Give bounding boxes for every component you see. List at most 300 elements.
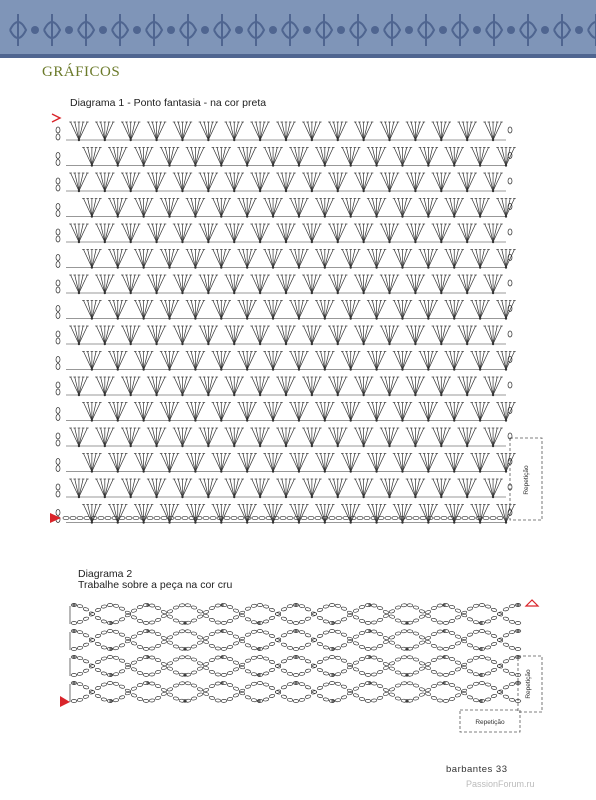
fan-stitch bbox=[393, 403, 412, 422]
fan-stitch bbox=[108, 403, 127, 422]
magazine-name: barbantes bbox=[446, 764, 493, 775]
fan-stitch bbox=[199, 479, 218, 498]
fan-stitch bbox=[406, 275, 425, 294]
fan-stitch bbox=[432, 326, 451, 345]
diagram1-row bbox=[56, 428, 512, 447]
fan-stitch bbox=[263, 199, 282, 218]
fan-stitch bbox=[69, 326, 88, 345]
fan-stitch bbox=[225, 377, 244, 396]
diagram1-row bbox=[56, 352, 516, 371]
diagram1-row bbox=[56, 301, 516, 320]
fan-stitch bbox=[302, 122, 321, 141]
fan-stitch bbox=[263, 505, 282, 524]
fan-stitch bbox=[496, 505, 515, 524]
fan-stitch bbox=[173, 275, 192, 294]
fan-stitch bbox=[147, 173, 166, 192]
diagram2-repeat-label-vertical: Repetição bbox=[525, 669, 532, 699]
fan-stitch bbox=[315, 199, 334, 218]
band-dot bbox=[65, 26, 73, 34]
fan-stitch bbox=[95, 326, 114, 345]
fan-stitch bbox=[445, 199, 464, 218]
fan-stitch bbox=[250, 428, 269, 447]
diagram1-row bbox=[56, 122, 512, 141]
fan-stitch bbox=[134, 403, 153, 422]
fan-stitch bbox=[173, 326, 192, 345]
diagram1-row bbox=[56, 403, 516, 422]
fan-stitch bbox=[69, 122, 88, 141]
page-footer bbox=[446, 764, 507, 775]
fan-stitch bbox=[483, 428, 502, 447]
diagram2-repeat-label-horizontal: Repetição bbox=[475, 719, 505, 726]
fan-stitch bbox=[457, 224, 476, 243]
fan-stitch bbox=[445, 301, 464, 320]
diagram2-start-arrow bbox=[60, 696, 70, 707]
fan-stitch bbox=[263, 454, 282, 473]
fan-stitch bbox=[69, 173, 88, 192]
fan-stitch bbox=[82, 148, 101, 167]
fan-stitch bbox=[160, 199, 179, 218]
fan-stitch bbox=[237, 148, 256, 167]
fan-stitch bbox=[147, 428, 166, 447]
fan-stitch bbox=[69, 479, 88, 498]
decorative-header-band bbox=[0, 0, 596, 58]
fan-stitch bbox=[276, 173, 295, 192]
fan-stitch bbox=[470, 199, 489, 218]
fan-stitch bbox=[419, 403, 438, 422]
fan-stitch bbox=[302, 173, 321, 192]
fan-stitch bbox=[367, 301, 386, 320]
fan-stitch bbox=[367, 148, 386, 167]
fan-stitch bbox=[496, 199, 515, 218]
diagram2-row bbox=[70, 629, 521, 651]
fan-stitch bbox=[302, 224, 321, 243]
fan-stitch bbox=[276, 122, 295, 141]
fan-stitch bbox=[237, 454, 256, 473]
fan-stitch bbox=[315, 148, 334, 167]
fan-stitch bbox=[276, 224, 295, 243]
fan-stitch bbox=[483, 275, 502, 294]
fan-stitch bbox=[432, 428, 451, 447]
fan-stitch bbox=[186, 505, 205, 524]
fan-stitch bbox=[354, 377, 373, 396]
fan-stitch bbox=[341, 199, 360, 218]
diagram1-row bbox=[56, 326, 512, 345]
fan-stitch bbox=[483, 224, 502, 243]
band-dot bbox=[405, 26, 413, 34]
fan-stitch bbox=[199, 275, 218, 294]
band-dot bbox=[575, 26, 583, 34]
band-dot bbox=[133, 26, 141, 34]
diagram1-chart bbox=[48, 108, 548, 528]
fan-stitch bbox=[367, 454, 386, 473]
band-dot bbox=[473, 26, 481, 34]
fan-stitch bbox=[367, 199, 386, 218]
fan-stitch bbox=[250, 173, 269, 192]
fan-stitch bbox=[121, 173, 140, 192]
fan-stitch bbox=[160, 148, 179, 167]
fan-stitch bbox=[406, 377, 425, 396]
fan-stitch bbox=[199, 122, 218, 141]
fan-stitch bbox=[393, 250, 412, 269]
page-number: 33 bbox=[495, 764, 508, 775]
diagram1-repeat-label: Repetição bbox=[523, 465, 530, 495]
fan-stitch bbox=[341, 250, 360, 269]
fan-stitch bbox=[315, 505, 334, 524]
fan-stitch bbox=[212, 454, 231, 473]
fan-stitch bbox=[328, 122, 347, 141]
fan-stitch bbox=[380, 173, 399, 192]
fan-stitch bbox=[212, 148, 231, 167]
fan-stitch bbox=[121, 377, 140, 396]
fan-stitch bbox=[199, 377, 218, 396]
fan-stitch bbox=[121, 224, 140, 243]
fan-stitch bbox=[302, 326, 321, 345]
fan-stitch bbox=[134, 454, 153, 473]
fan-stitch bbox=[354, 224, 373, 243]
fan-stitch bbox=[354, 173, 373, 192]
fan-stitch bbox=[393, 301, 412, 320]
fan-stitch bbox=[108, 301, 127, 320]
fan-stitch bbox=[173, 173, 192, 192]
fan-stitch bbox=[263, 352, 282, 371]
fan-stitch bbox=[173, 428, 192, 447]
diagram1-row bbox=[56, 224, 512, 243]
fan-stitch bbox=[134, 352, 153, 371]
fan-stitch bbox=[160, 352, 179, 371]
diagram1-row bbox=[56, 377, 512, 396]
fan-stitch bbox=[121, 275, 140, 294]
fan-stitch bbox=[315, 454, 334, 473]
fan-stitch bbox=[95, 428, 114, 447]
band-dot bbox=[303, 26, 311, 34]
fan-stitch bbox=[367, 352, 386, 371]
fan-stitch bbox=[199, 428, 218, 447]
band-dot bbox=[541, 26, 549, 34]
fan-stitch bbox=[445, 454, 464, 473]
fan-stitch bbox=[354, 275, 373, 294]
fan-stitch bbox=[95, 479, 114, 498]
fan-stitch bbox=[341, 301, 360, 320]
fan-stitch bbox=[302, 377, 321, 396]
fan-stitch bbox=[445, 352, 464, 371]
fan-stitch bbox=[496, 148, 515, 167]
fan-stitch bbox=[160, 454, 179, 473]
fan-stitch bbox=[69, 224, 88, 243]
diagram1-foundation-chain bbox=[63, 516, 503, 519]
fan-stitch bbox=[406, 479, 425, 498]
fan-stitch bbox=[147, 275, 166, 294]
fan-stitch bbox=[263, 403, 282, 422]
fan-stitch bbox=[212, 403, 231, 422]
fan-stitch bbox=[328, 479, 347, 498]
fan-stitch bbox=[380, 326, 399, 345]
fan-stitch bbox=[121, 428, 140, 447]
diagram1-caption: Diagrama 1 - Ponto fantasia - na cor preta bbox=[70, 97, 267, 109]
fan-stitch bbox=[289, 352, 308, 371]
fan-stitch bbox=[470, 148, 489, 167]
diagram1-row bbox=[56, 199, 516, 218]
fan-stitch bbox=[69, 428, 88, 447]
fan-stitch bbox=[354, 428, 373, 447]
fan-stitch bbox=[354, 326, 373, 345]
band-dot bbox=[269, 26, 277, 34]
fan-stitch bbox=[276, 428, 295, 447]
fan-stitch bbox=[432, 377, 451, 396]
fan-stitch bbox=[173, 122, 192, 141]
fan-stitch bbox=[173, 377, 192, 396]
fan-stitch bbox=[315, 301, 334, 320]
fan-stitch bbox=[199, 224, 218, 243]
band-dot bbox=[99, 26, 107, 34]
fan-stitch bbox=[393, 148, 412, 167]
fan-stitch bbox=[419, 199, 438, 218]
fan-stitch bbox=[250, 224, 269, 243]
fan-stitch bbox=[406, 224, 425, 243]
fan-stitch bbox=[95, 173, 114, 192]
fan-stitch bbox=[328, 428, 347, 447]
diagram2-end-arrow bbox=[526, 600, 538, 606]
diagram1-row bbox=[56, 454, 516, 473]
fan-stitch bbox=[276, 326, 295, 345]
fan-stitch bbox=[289, 250, 308, 269]
diagram1-row bbox=[56, 173, 512, 192]
fan-stitch bbox=[380, 428, 399, 447]
fan-stitch bbox=[173, 224, 192, 243]
fan-stitch bbox=[289, 199, 308, 218]
fan-stitch bbox=[289, 148, 308, 167]
fan-stitch bbox=[483, 122, 502, 141]
fan-stitch bbox=[108, 454, 127, 473]
fan-stitch bbox=[134, 199, 153, 218]
fan-stitch bbox=[82, 301, 101, 320]
fan-stitch bbox=[328, 224, 347, 243]
fan-stitch bbox=[69, 275, 88, 294]
fan-stitch bbox=[445, 250, 464, 269]
diagram1-row bbox=[56, 148, 516, 167]
fan-stitch bbox=[199, 326, 218, 345]
fan-stitch bbox=[186, 352, 205, 371]
fan-stitch bbox=[354, 122, 373, 141]
fan-stitch bbox=[457, 173, 476, 192]
fan-stitch bbox=[496, 250, 515, 269]
fan-stitch bbox=[147, 377, 166, 396]
fan-stitch bbox=[328, 275, 347, 294]
fan-stitch bbox=[419, 505, 438, 524]
fan-stitch bbox=[419, 352, 438, 371]
fan-stitch bbox=[121, 122, 140, 141]
section-title: GRÁFICOS bbox=[42, 64, 121, 80]
fan-stitch bbox=[380, 377, 399, 396]
fan-stitch bbox=[173, 479, 192, 498]
fan-stitch bbox=[250, 377, 269, 396]
fan-stitch bbox=[212, 250, 231, 269]
fan-stitch bbox=[393, 454, 412, 473]
fan-stitch bbox=[237, 301, 256, 320]
fan-stitch bbox=[147, 122, 166, 141]
fan-stitch bbox=[212, 352, 231, 371]
band-dot bbox=[235, 26, 243, 34]
fan-stitch bbox=[380, 224, 399, 243]
fan-stitch bbox=[212, 199, 231, 218]
fan-stitch bbox=[212, 301, 231, 320]
fan-stitch bbox=[445, 505, 464, 524]
fan-stitch bbox=[432, 224, 451, 243]
fan-stitch bbox=[419, 250, 438, 269]
diagram2-chart bbox=[48, 590, 548, 740]
fan-stitch bbox=[250, 326, 269, 345]
fan-stitch bbox=[341, 403, 360, 422]
fan-stitch bbox=[121, 479, 140, 498]
fan-stitch bbox=[315, 250, 334, 269]
fan-stitch bbox=[341, 352, 360, 371]
diagram1-row bbox=[56, 479, 512, 498]
fan-stitch bbox=[82, 403, 101, 422]
fan-stitch bbox=[276, 479, 295, 498]
fan-stitch bbox=[367, 505, 386, 524]
fan-stitch bbox=[302, 479, 321, 498]
fan-stitch bbox=[225, 479, 244, 498]
fan-stitch bbox=[134, 148, 153, 167]
fan-stitch bbox=[263, 148, 282, 167]
fan-stitch bbox=[432, 173, 451, 192]
fan-stitch bbox=[108, 199, 127, 218]
fan-stitch bbox=[328, 326, 347, 345]
fan-stitch bbox=[457, 479, 476, 498]
fan-stitch bbox=[432, 275, 451, 294]
fan-stitch bbox=[341, 505, 360, 524]
fan-stitch bbox=[432, 122, 451, 141]
fan-stitch bbox=[186, 454, 205, 473]
fan-stitch bbox=[186, 148, 205, 167]
fan-stitch bbox=[108, 250, 127, 269]
fan-stitch bbox=[82, 505, 101, 524]
fan-stitch bbox=[263, 250, 282, 269]
band-dot bbox=[439, 26, 447, 34]
fan-stitch bbox=[225, 173, 244, 192]
fan-stitch bbox=[160, 250, 179, 269]
fan-stitch bbox=[250, 479, 269, 498]
fan-stitch bbox=[186, 250, 205, 269]
fan-stitch bbox=[393, 352, 412, 371]
fan-stitch bbox=[237, 352, 256, 371]
fan-stitch bbox=[82, 454, 101, 473]
fan-stitch bbox=[457, 275, 476, 294]
fan-stitch bbox=[95, 377, 114, 396]
fan-stitch bbox=[367, 250, 386, 269]
fan-stitch bbox=[108, 505, 127, 524]
fan-stitch bbox=[160, 403, 179, 422]
diagram1-row bbox=[56, 250, 516, 269]
fan-stitch bbox=[69, 377, 88, 396]
fan-stitch bbox=[186, 199, 205, 218]
fan-stitch bbox=[237, 505, 256, 524]
diagram2-caption-line1: Diagrama 2 bbox=[78, 568, 133, 580]
fan-stitch bbox=[483, 326, 502, 345]
fan-stitch bbox=[496, 301, 515, 320]
fan-stitch bbox=[225, 224, 244, 243]
fan-stitch bbox=[199, 173, 218, 192]
fan-stitch bbox=[432, 479, 451, 498]
fan-stitch bbox=[419, 148, 438, 167]
fan-stitch bbox=[237, 403, 256, 422]
fan-stitch bbox=[276, 275, 295, 294]
fan-stitch bbox=[406, 326, 425, 345]
fan-stitch bbox=[380, 479, 399, 498]
fan-stitch bbox=[225, 275, 244, 294]
fan-stitch bbox=[82, 199, 101, 218]
band-dot bbox=[167, 26, 175, 34]
fan-stitch bbox=[393, 505, 412, 524]
fan-stitch bbox=[445, 148, 464, 167]
band-dot bbox=[31, 26, 39, 34]
fan-stitch bbox=[134, 250, 153, 269]
fan-stitch bbox=[289, 505, 308, 524]
fan-stitch bbox=[82, 250, 101, 269]
fan-stitch bbox=[147, 224, 166, 243]
diagram2-row bbox=[70, 603, 521, 625]
fan-stitch bbox=[380, 275, 399, 294]
fan-stitch bbox=[95, 224, 114, 243]
diagram1-stitches bbox=[56, 122, 516, 524]
diagram2-stitches bbox=[70, 603, 521, 703]
fan-stitch bbox=[225, 428, 244, 447]
fan-stitch bbox=[225, 326, 244, 345]
fan-stitch bbox=[160, 505, 179, 524]
diagram1-row bbox=[56, 505, 516, 524]
fan-stitch bbox=[134, 301, 153, 320]
fan-stitch bbox=[328, 173, 347, 192]
fan-stitch bbox=[483, 479, 502, 498]
fan-stitch bbox=[225, 122, 244, 141]
fan-stitch bbox=[445, 403, 464, 422]
fan-stitch bbox=[147, 479, 166, 498]
fan-stitch bbox=[406, 122, 425, 141]
fan-stitch bbox=[212, 505, 231, 524]
fan-stitch bbox=[95, 122, 114, 141]
band-dot bbox=[507, 26, 515, 34]
fan-stitch bbox=[289, 454, 308, 473]
fan-stitch bbox=[341, 454, 360, 473]
fan-stitch bbox=[470, 403, 489, 422]
fan-stitch bbox=[354, 479, 373, 498]
fan-stitch bbox=[496, 403, 515, 422]
fan-stitch bbox=[237, 199, 256, 218]
fan-stitch bbox=[276, 377, 295, 396]
fan-stitch bbox=[302, 275, 321, 294]
fan-stitch bbox=[406, 428, 425, 447]
diagram2-row bbox=[70, 655, 521, 677]
fan-stitch bbox=[121, 326, 140, 345]
fan-stitch bbox=[470, 250, 489, 269]
fan-stitch bbox=[263, 301, 282, 320]
fan-stitch bbox=[457, 377, 476, 396]
fan-stitch bbox=[470, 301, 489, 320]
fan-stitch bbox=[496, 352, 515, 371]
fan-stitch bbox=[470, 352, 489, 371]
fan-stitch bbox=[496, 454, 515, 473]
fan-stitch bbox=[237, 250, 256, 269]
fan-stitch bbox=[250, 275, 269, 294]
fan-stitch bbox=[147, 326, 166, 345]
fan-stitch bbox=[160, 301, 179, 320]
fan-stitch bbox=[457, 428, 476, 447]
fan-stitch bbox=[108, 352, 127, 371]
fan-stitch bbox=[393, 199, 412, 218]
fan-stitch bbox=[483, 173, 502, 192]
fan-stitch bbox=[367, 403, 386, 422]
fan-stitch bbox=[289, 301, 308, 320]
watermark: PassionForum.ru bbox=[466, 779, 535, 789]
